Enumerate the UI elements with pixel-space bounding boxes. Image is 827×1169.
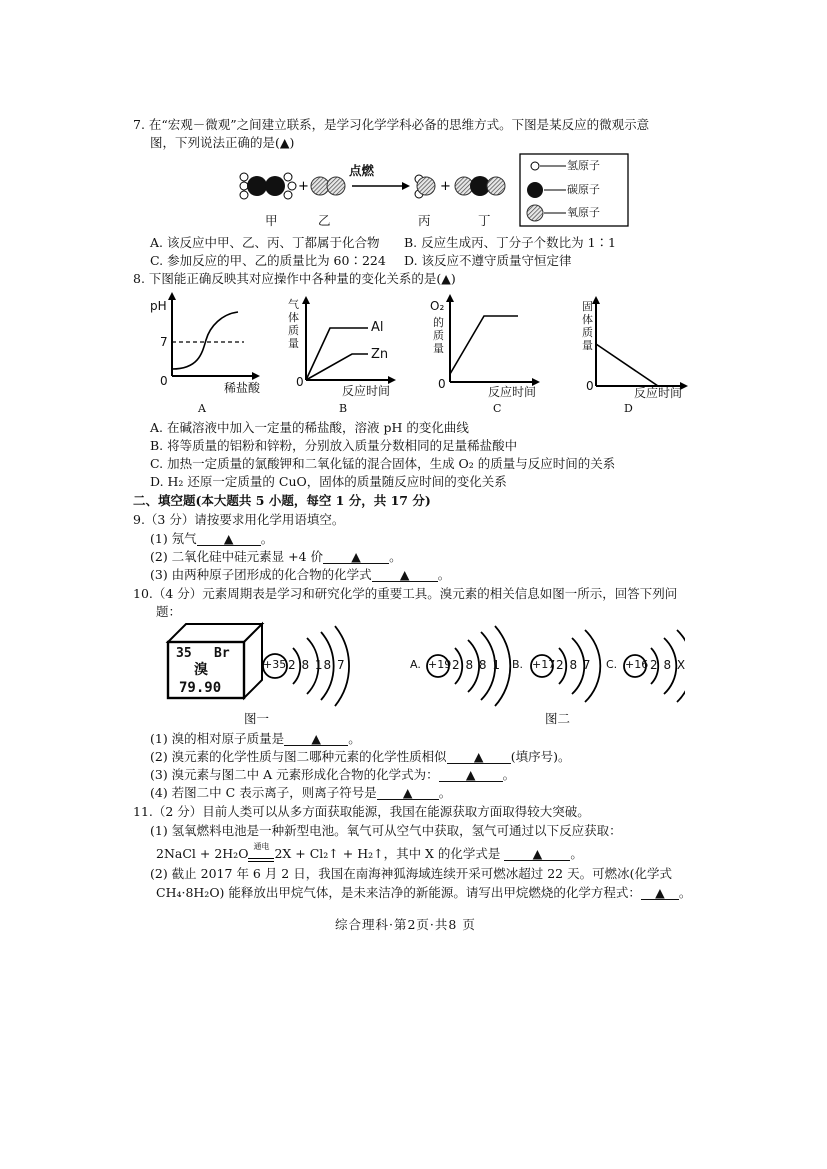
answer-blank[interactable]: ▲ <box>447 750 511 764</box>
graph-d-ylabel-char: 量 <box>582 339 593 352</box>
q7-stem-line1: 7. 在“宏观－微观”之间建立联系，是学习化学学科必备的思维方式。下图是某反应的微观示意 <box>133 117 650 132</box>
answer-blank[interactable]: ▲ <box>504 847 570 861</box>
q10-item-1-text: (1) 溴的相对原子质量是 <box>150 731 285 746</box>
element-symbol: Br <box>214 646 230 661</box>
q10-stem-line2: 题： <box>156 604 182 619</box>
q9-item-2: (2) 二氧化硅中硅元素显 +4 价 ▲ 。 <box>150 549 402 564</box>
q10-item-2-text: (2) 溴元素的化学性质与图二哪种元素的化学性质相似 <box>150 749 447 764</box>
graph-b-letter: B <box>339 402 348 415</box>
q10-item-2 <box>150 749 570 765</box>
label-ding: 丁 <box>478 213 491 228</box>
molecule-bing <box>415 175 435 198</box>
q11-stem: 11.（2 分）目前人类可以从多方面获取能源，我国在能源获取方面取得较大突破。 <box>133 804 590 819</box>
graph-d-line <box>596 344 658 386</box>
graph-b-zn-line <box>306 354 368 380</box>
graph-c-ylabel-char: 质 <box>433 329 444 342</box>
graph-a-curve <box>172 312 238 369</box>
graph-d-ylabel-char: 质 <box>582 326 593 339</box>
q11-equation: 2NaCl + 2H₂O 通电 2X + Cl₂↑ + H₂↑，其中 X 的化学式是 ▲ 。 <box>156 842 583 861</box>
graph-a-seven: 7 <box>160 335 168 349</box>
figure-2-caption: 图二 <box>545 711 571 726</box>
graph-a-xlabel: 稀盐酸 <box>224 381 261 395</box>
q11-item-2-line1: (2) 截止 2017 年 6 月 2 日，我国在南海神狐海域连续开采可燃冰超过 22 天。可燃冰(化学式 <box>150 866 672 881</box>
q9-item-1-text: (1) 氖气 <box>150 531 197 546</box>
q8-stem: 8. 下图能正确反映其对应操作中各种量的变化关系的是(▲) <box>133 271 456 286</box>
element-mass: 79.90 <box>179 680 222 696</box>
atom-b-shells: 2 8 7 <box>556 658 592 672</box>
atom-a-label: A. <box>410 658 421 671</box>
graph-d-ylabel-char: 固 <box>582 300 593 313</box>
q10-item-3-text: (3) 溴元素与图二中 A 元素形成化合物的化学式为： <box>150 767 439 782</box>
label-jia: 甲 <box>265 213 278 228</box>
q7-stem-line2: 图，下列说法正确的是(▲) <box>150 135 295 150</box>
graph-c-xlabel: 反应时间 <box>488 385 537 399</box>
graph-b-ylabel-char: 量 <box>288 337 299 350</box>
q7-reaction-diagram <box>230 152 670 232</box>
q8-option-a: A. 在碱溶液中加入一定量的稀盐酸，溶液 pH 的变化曲线 <box>150 420 469 435</box>
q10-item-4-text: (4) 若图二中 C 表示离子，则离子符号是 <box>150 785 377 800</box>
br-shells: 2 8 18 7 <box>288 658 346 672</box>
q10-item-3: (3) 溴元素与图二中 A 元素形成化合物的化学式为： ▲ 。 <box>150 767 516 782</box>
element-number: 35 <box>176 646 192 661</box>
graph-c-letter: C <box>493 402 502 415</box>
atom-a-nucleus-charge: +19 <box>428 658 452 671</box>
q8-option-b: B. 将等质量的铝粉和锌粉，分别放入质量分数相同的足量稀盐酸中 <box>150 438 518 453</box>
answer-blank[interactable]: ▲ <box>323 550 389 564</box>
equation-condition <box>248 842 274 862</box>
legend-oxygen: 氧原子 <box>567 206 600 219</box>
legend-hydrogen: 氢原子 <box>567 159 600 172</box>
graph-c-ylabel-o2: O₂ <box>430 299 445 313</box>
graph-c-line <box>450 316 518 374</box>
q9-item-2-text: (2) 二氧化硅中硅元素显 +4 价 <box>150 549 324 564</box>
graph-b-al-label: Al <box>371 320 384 335</box>
equation-right: 2X + Cl₂↑ + H₂↑，其中 X 的化学式是 <box>274 846 501 861</box>
answer-blank[interactable]: ▲ <box>197 532 261 546</box>
graph-b-ylabel <box>288 298 301 350</box>
graph-b-ylabel-char: 体 <box>288 311 299 324</box>
q7-option-a: A. 该反应中甲、乙、丙、丁都属于化合物 <box>150 235 380 250</box>
q10-item-1: (1) 溴的相对原子质量是 ▲ 。 <box>150 731 361 746</box>
element-name: 溴 <box>194 662 208 678</box>
graph-c-zero: 0 <box>438 377 446 391</box>
equation-left: 2NaCl + 2H₂O <box>156 846 249 861</box>
graph-a-zero: 0 <box>160 374 168 388</box>
graph-c-ylabel <box>433 316 446 355</box>
graph-d-zero: 0 <box>586 379 594 393</box>
graph-b-xlabel: 反应时间 <box>342 384 391 398</box>
graph-c-ylabel-char: 的 <box>433 316 444 329</box>
q10-item-2-suffix: (填序号)。 <box>510 749 571 764</box>
svg-text:+: + <box>298 179 309 194</box>
graph-b-ylabel-char: 气 <box>288 298 299 311</box>
graph-d-ylabel <box>582 300 595 352</box>
q9-item-3-text: (3) 由两种原子团形成的化合物的化学式 <box>150 567 372 582</box>
q7-option-c: C. 参加反应的甲、乙的质量比为 60∶224 <box>150 253 386 268</box>
molecule-jia <box>240 173 296 199</box>
graph-d-letter: D <box>624 402 633 415</box>
page-footer: 综合理科·第2页·共8 页 <box>335 917 476 932</box>
reaction-condition: 点燃 <box>349 163 375 178</box>
section-heading: 二、填空题(本大题共 5 小题，每空 1 分，共 17 分) <box>133 493 431 508</box>
label-bing: 丙 <box>418 213 431 228</box>
answer-blank[interactable]: ▲ <box>641 886 679 900</box>
graph-b-ylabel-char: 质 <box>288 324 299 337</box>
graph-c-ylabel-char: 量 <box>433 342 444 355</box>
atom-a-shells: 2 8 8 1 <box>452 658 501 672</box>
q11-item-2-text: CH₄·8H₂O) 能释放出甲烷气体，是未来洁净的新能源。请写出甲烷燃烧的化学方程式： <box>156 885 641 900</box>
graph-a-ylabel: pH <box>150 299 167 313</box>
atom-c-label: C. <box>606 658 618 671</box>
molecule-ding <box>455 176 505 196</box>
q8-option-d: D. H₂ 还原一定质量的 CuO，固体的质量随反应时间的变化关系 <box>150 474 507 489</box>
graph-d-ylabel-char: 体 <box>582 313 593 326</box>
figure-1-caption: 图一 <box>244 711 270 726</box>
graph-a-letter: A <box>198 402 206 415</box>
graph-b-zn-label: Zn <box>371 347 389 362</box>
atom-c-nucleus-charge: +16 <box>625 658 649 671</box>
answer-blank[interactable]: ▲ <box>377 786 439 800</box>
atom-c-shells: 2 8 X <box>650 658 687 672</box>
q11-item-1: (1) 氢氧燃料电池是一种新型电池。氧气可从空气中获取，氢气可通过以下反应获取： <box>150 823 622 838</box>
q7-option-b: B. 反应生成丙、丁分子个数比为 1∶1 <box>404 235 617 250</box>
q9-stem: 9.（3 分）请按要求用化学用语填空。 <box>133 512 345 527</box>
legend-carbon: 碳原子 <box>567 183 600 196</box>
q10-item-4: (4) 若图二中 C 表示离子，则离子符号是 ▲ 。 <box>150 785 452 800</box>
atom-b-nucleus-charge: +17 <box>532 658 556 671</box>
br-nucleus-charge: +35 <box>263 658 287 671</box>
answer-blank[interactable]: ▲ <box>439 768 503 782</box>
graph-d-xlabel: 反应时间 <box>634 386 683 400</box>
answer-blank[interactable]: ▲ <box>284 732 348 746</box>
molecule-yi <box>311 177 345 195</box>
q9-item-1: (1) 氖气 ▲ 。 <box>150 531 274 546</box>
q9-item-3: (3) 由两种原子团形成的化合物的化学式 ▲ 。 <box>150 567 451 582</box>
q8-option-c: C. 加热一定质量的氯酸钾和二氧化锰的混合固体，生成 O₂ 的质量与反应时间的关系 <box>150 456 616 471</box>
graph-b-zero: 0 <box>296 375 304 389</box>
label-yi: 乙 <box>318 213 331 228</box>
equation-condition-text: 通电 <box>253 842 270 851</box>
answer-blank[interactable]: ▲ <box>372 568 438 582</box>
svg-text:+: + <box>440 179 451 194</box>
q7-option-d: D. 该反应不遵守质量守恒定律 <box>404 253 572 268</box>
q10-stem-line1: 10.（4 分）元素周期表是学习和研究化学的重要工具。溴元素的相关信息如图一所示，回答下列问 <box>133 586 678 601</box>
atom-b-label: B. <box>512 658 524 671</box>
q11-item-2-line2: CH₄·8H₂O) 能释放出甲烷气体，是未来洁净的新能源。请写出甲烷燃烧的化学方程式： ▲ 。 <box>156 885 692 900</box>
